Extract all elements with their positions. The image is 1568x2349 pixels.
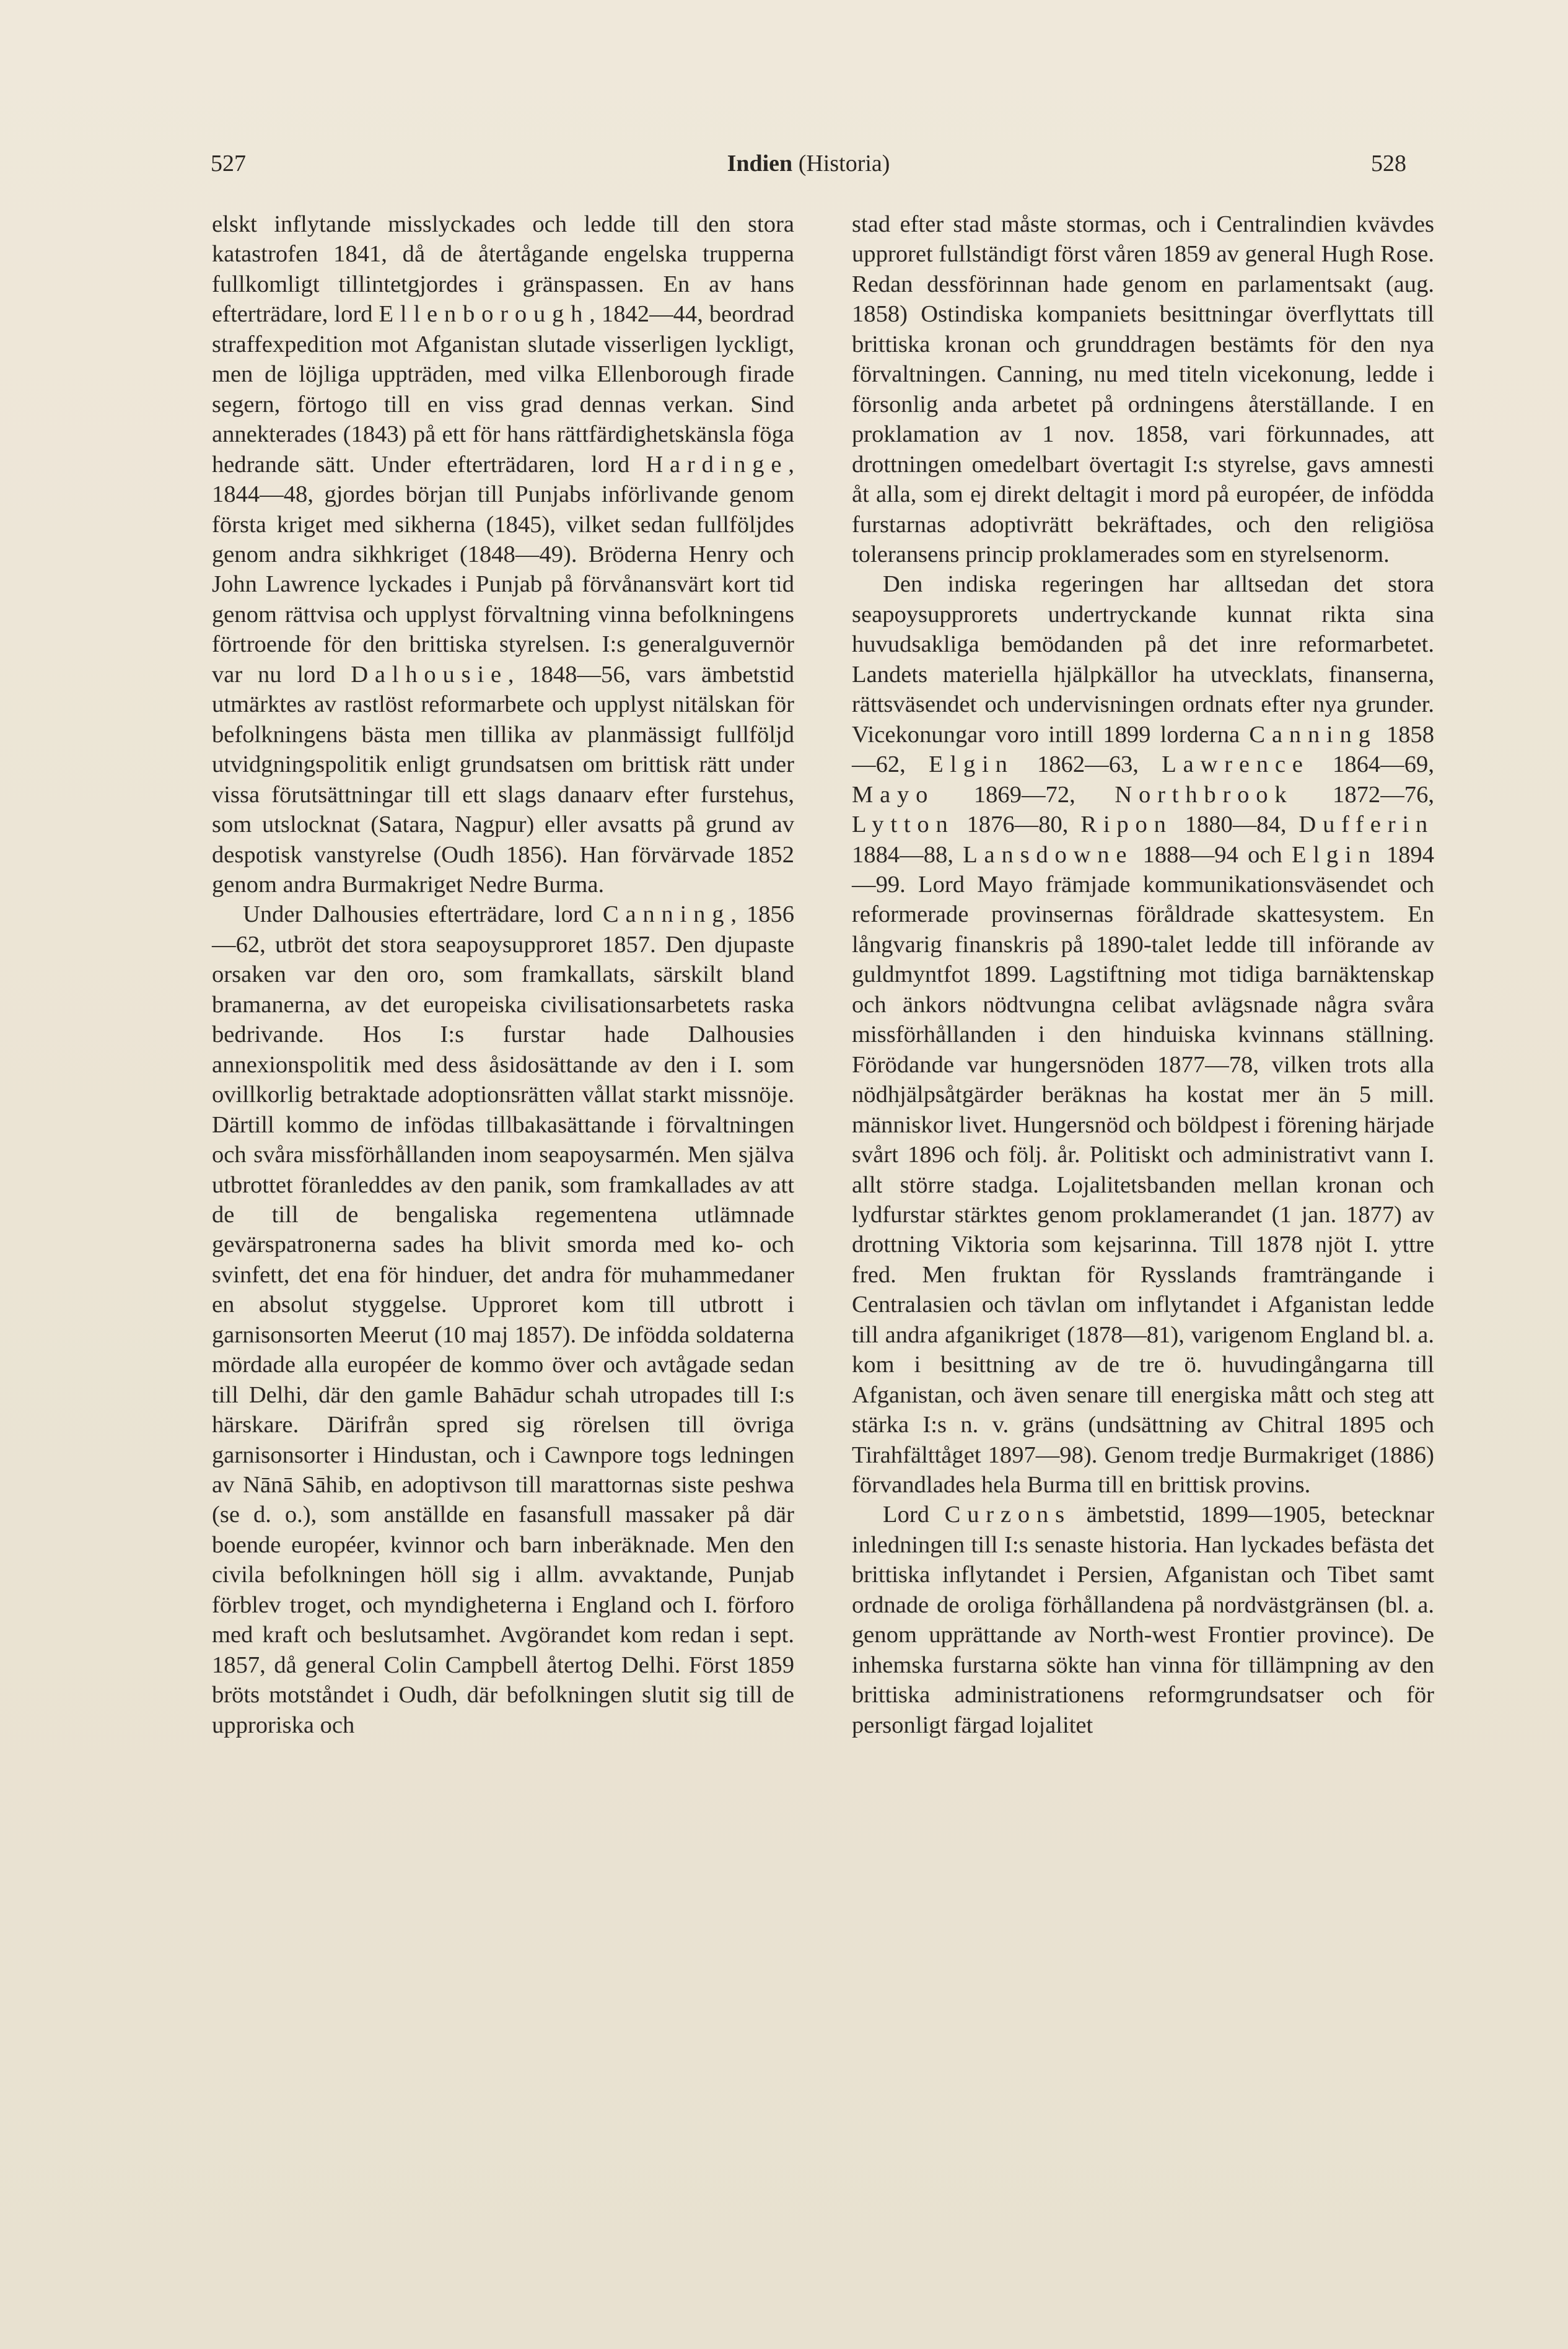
page-header: [211, 150, 1406, 187]
text-run: , 1844—48, gjordes början till Punjabs införlivande genom första kriget med sikherna (1845), vilket sedan fullföljdes genom andra sikhkriget (1848—49). Bröderna Henry och John Lawrence lyckades i Punjab på förvånansvärt kort tid genom rättvisa och upplyst förvaltning vinna befolkningens förtroende för den brittiska styrelsen. I:s generalguvernör var nu lord: [212, 451, 794, 688]
text-run: stad efter stad måste stormas, och i Centralindien kvävdes upproret fullständigt först våren 1859 av general Hugh Rose. Redan dessförinnan hade genom en parlamentsakt (aug. 1858) Ostindiska kompaniets besittningar överflyttats till brittiska kronan och grunddragen bestämts för den nya förvaltningen. Canning, nu med titeln vicekonung, ledde i försonlig anda arbetet på ordningens återställande. I en proklamation av 1 nov. 1858, vari förkunnades, att drottningen omedelbart övertagit I:s styrelse, gavs amnesti åt alla, som ej direkt deltagit i mord på européer, de infödda furstarnas adoptivrätt bekräftades, och den religiösa toleransens princip proklamerades som en styrelsenorm.: [852, 211, 1434, 567]
spaced-name: Ellenborough: [379, 301, 590, 328]
running-title-sub: (Historia): [792, 151, 890, 177]
right-column: [852, 209, 1434, 1740]
spaced-name: Northbrook: [1115, 781, 1294, 808]
text-run: 1862—63,: [1014, 751, 1162, 778]
page-number-left: 527: [211, 151, 246, 177]
spaced-name: Dalhousie: [351, 661, 508, 688]
left-column: [212, 209, 794, 1740]
right-paragraph-2: [852, 569, 1434, 1500]
text-run: Under Dalhousies efterträdare, lord: [243, 901, 603, 928]
spaced-name: Canning: [602, 901, 731, 928]
text-run: Lord: [883, 1502, 945, 1528]
spaced-name: Ripon: [1080, 811, 1173, 838]
text-run: , 1848—56, vars ämbetstid utmärktes av rastlöst reformarbete och upplyst nitälskan för befolkningens bästa men tillika av planmässigt fullföljd utvidgningspolitik enligt grundsatsen om brittisk rätt under vissa förutsättningar till ett slags danaarv efter furstehus, som utslocknat (Satara, Nagpur) eller avsatts på grund av despotisk vanstyrelse (Oudh 1856). Han förvärvade 1852 genom andra Burmakriget Nedre Burma.: [212, 661, 794, 898]
spaced-name: Lytton: [852, 811, 955, 838]
spaced-name: Elgin: [1292, 841, 1377, 868]
spaced-name: Lawrence: [1162, 751, 1310, 778]
text-run: 1869—72,: [934, 781, 1115, 808]
text-run: 1880—84,: [1172, 811, 1299, 838]
text-run: , 1856—62, utbröt det stora seapoysupproret 1857. Den djupaste orsaken var den oro, som framkallats, särskilt bland bramanerna, av det europeiska civilisationsarbetets raska bedrivande. Hos I:s furstar hade Dalhousies annexionspolitik med dess åsidosättande av den i I. som ovillkorlig betraktade adoptionsrätten vållat starkt missnöje. Därtill kommo de infödas tillbakasättande i förvaltningen och svåra missförhållanden inom seapoysarmén. Men själva utbrottet föranleddes av den panik, som framkallades av att de till de bengaliska regementena utlämnade gevärspatronerna sades ha blivit smorda med ko- och svinfett, det ena för hinduer, det andra för muhammedaner en absolut styggelse. Upproret kom till utbrott i garnisonsorten Meerut (10 maj 1857). De infödda soldaterna mördade alla européer de kommo över och avtågade sedan till Delhi, där den gamle Bahādur schah utropades till I:s härskare. Därifrån spred sig rörelsen till övriga garnisonsorter i Hindustan, och i Cawnpore togs ledningen av Nānā Sāhib, en adoptivson till marattornas siste peshwa (se d. o.), som anställde en fasansfull massaker på där boende européer, kvinnor och barn inberäknade. Men den civila befolkningen höll sig i allm. avvaktande, Punjab förblev troget, och myndigheterna i England och I. förforo med kraft och beslutsamhet. Avgörandet kom redan i sept. 1857, då general Colin Campbell återtog Delhi. Först 1859 bröts motståndet i Oudh, där befolkningen slutit sig till de upproriska och: [212, 901, 795, 1738]
running-title: [211, 150, 1406, 177]
right-paragraph-1: [852, 209, 1434, 569]
left-paragraph-2: [212, 899, 794, 1740]
spaced-name: Lansdowne: [963, 841, 1134, 868]
text-run: 1858—62,: [852, 721, 1434, 778]
spaced-name: Mayo: [852, 781, 935, 808]
text-run: ämbetstid, 1899—1905, betecknar inledningen till I:s senaste historia. Han lyckades befästa det brittiska inflytandet i Persien, Afganistan och Tibet samt ordnade de oroliga förhållandena på nordvästgränsen (bl. a. genom upprättande av North-west Frontier province). De inhemska furstarna sökte han vinna för tillämpning av den brittiska administrationens reformgrundsatser och för personligt färgad lojalitet: [852, 1502, 1434, 1738]
text-run: 1888—94 och: [1133, 841, 1292, 868]
page-number-right: 528: [1371, 151, 1406, 177]
text-run: , 1842—44, beordrad straffexpedition mot Afganistan slutade visserligen lyckligt, men de löjliga uppträden, med vilka Ellenborough firade segern, förtogo till en viss grad dennas verkan. Sind annekterades (1843) på ett för hans rättfärdighetskänsla föga hedrande sätt. Under efterträdaren, lord: [212, 301, 794, 478]
spaced-name: Elgin: [929, 751, 1014, 778]
text-run: Den indiska regeringen har alltsedan det stora seapoysupprorets undertryckande kunnat rikta sina huvudsakliga bemödanden på det inre reformarbetet. Landets materiella hjälpkällor ha utvecklats, finanserna, rättsväsendet och undervisningen ordnats efter nya grunder. Vicekonungar voro intill 1899 lorderna: [852, 571, 1434, 748]
left-paragraph-1: [212, 209, 794, 899]
text-run: 1864—69,: [1309, 751, 1434, 778]
spaced-name: Canning: [1249, 721, 1377, 748]
spaced-name: Dufferin: [1299, 811, 1435, 838]
right-paragraph-3: [852, 1500, 1434, 1740]
text-run: 1872—76,: [1293, 781, 1435, 808]
running-title-main: Indien: [727, 151, 793, 177]
text-run: 1884—88,: [852, 841, 963, 868]
text-run: 1876—80,: [954, 811, 1081, 838]
text-run: elskt inflytande misslyckades och ledde till den stora katastrofen 1841, då de återtågande engelska trupperna fullkomligt tillintetgjordes i gränspassen. En av hans efterträdare, lord: [212, 211, 794, 328]
spaced-name: Hardinge: [646, 451, 789, 478]
spaced-name: Curzons: [944, 1502, 1071, 1528]
text-run: 1894—99. Lord Mayo främjade kommunikationsväsendet och reformerade provinsernas föråldrade skattesystem. En långvarig finanskris på 1890-talet ledde till införande av guldmyntfot 1899. Lagstiftning mot tidiga barnäktenskap och änkors nödtvungna celibat avlägsnade några svåra missförhållanden i den hinduiska kvinnans ställning. Förödande var hungersnöden 1877—78, vilken trots alla nödhjälpsåtgärder beräknas ha kostat mer än 5 mill. människor livet. Hungersnöd och böldpest i förening härjade svårt 1896 och följ. år. Politiskt och administrativt vann I. allt större stadga. Lojalitetsbanden mellan kronan och lydfurstar stärktes genom proklamerandet (1 jan. 1877) av drottning Viktoria som kejsarinna. Till 1878 njöt I. yttre fred. Men fruktan för Rysslands framträngande i Centralasien och tävlan om inflytandet i Afganistan ledde till andra afganikriget (1878—81), varigenom England bl. a. kom i besittning av de tre ö. huvudingångarna till Afganistan, och även senare till energiska mått och steg att stärka I:s n. v. gräns (undsättning av Chitral 1895 och Tirahfälttåget 1897—98). Genom tredje Burmakriget (1886) förvandlades hela Burma till en brittisk provins.: [852, 841, 1435, 1498]
